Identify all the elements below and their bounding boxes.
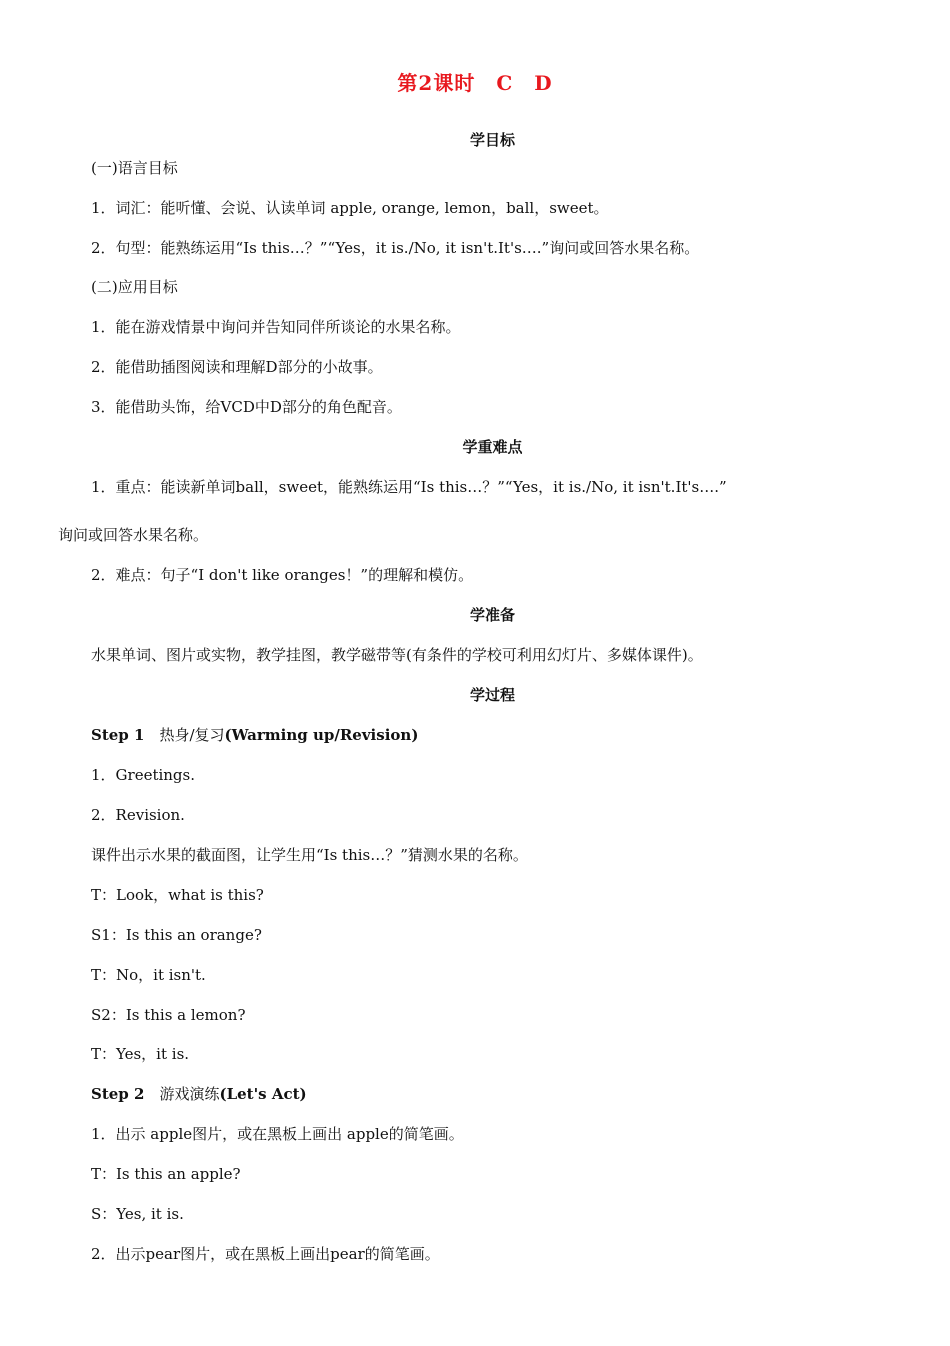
text-line: 课件出示水果的截面图，让学生用“Is this…？”猜测水果的名称。 [91,846,528,864]
text-line: 1．能在游戏情景中询问并告知同伴所谈论的水果名称。 [91,318,461,336]
text-line: 1．出示 apple图片，或在黑板上画出 apple的简笔画。 [91,1125,464,1143]
text-line: 1．重点：能读新单词ball，sweet，能熟练运用“Is this…？”“Yes，it is./No, it isn't.It's….” [91,478,727,496]
text-line: 询问或回答水果名称。 [58,526,209,544]
step-label: Step 1 [91,726,160,744]
section-heading-objectives: 学目标 [469,131,515,149]
text-line: 2．Revision. [91,806,185,824]
text-line: 1．Greetings. [91,766,196,784]
section-heading-preparation: 学准备 [469,606,515,624]
text-line: 1．词汇：能听懂、会说、认读单词 apple, orange, lemon，ball，sweet。 [91,199,609,217]
section-heading-key-points: 学重难点 [462,438,523,456]
dialogue-line: S：Yes, it is. [91,1205,184,1223]
dialogue-line: T：No，it isn't. [91,966,206,984]
text-line: 2．句型：能熟练运用“Is this…？”“Yes，it is./No, it isn't.It's….”询问或回答水果名称。 [91,239,700,257]
step-heading-2 [91,1082,911,1106]
text-line: (一)语言目标 [91,159,178,177]
step-title-cn: 游戏演练 [159,1085,220,1103]
text-line: 2．出示pear图片，或在黑板上画出pear的简笔画。 [91,1245,440,1263]
page-title: 第2课时 C D [397,71,553,95]
dialogue-line: S1：Is this an orange? [91,926,262,944]
dialogue-line: T：Look，what is this? [91,886,264,904]
dialogue-line: S2：Is this a lemon? [91,1006,246,1024]
dialogue-line: T：Yes，it is. [91,1045,190,1063]
step-title-en: (Let's Act) [219,1085,307,1103]
dialogue-line: T：Is this an apple? [91,1165,241,1183]
step-title-cn: 热身/复习 [159,726,225,744]
step-title-en: (Warming up/Revision) [224,726,419,744]
text-line: 2．难点：句子“I don't like oranges！”的理解和模仿。 [91,566,474,584]
text-line: (二)应用目标 [91,278,178,296]
text-line: 2．能借助插图阅读和理解D部分的小故事。 [91,358,383,376]
section-heading-process: 学过程 [469,686,515,704]
text-line: 3．能借助头饰，给VCD中D部分的角色配音。 [91,398,402,416]
step-heading-1 [91,723,911,747]
text-line: 水果单词、图片或实物，教学挂图，教学磁带等(有条件的学校可利用幻灯片、多媒体课件)。 [91,646,703,664]
step-label: Step 2 [91,1085,160,1103]
